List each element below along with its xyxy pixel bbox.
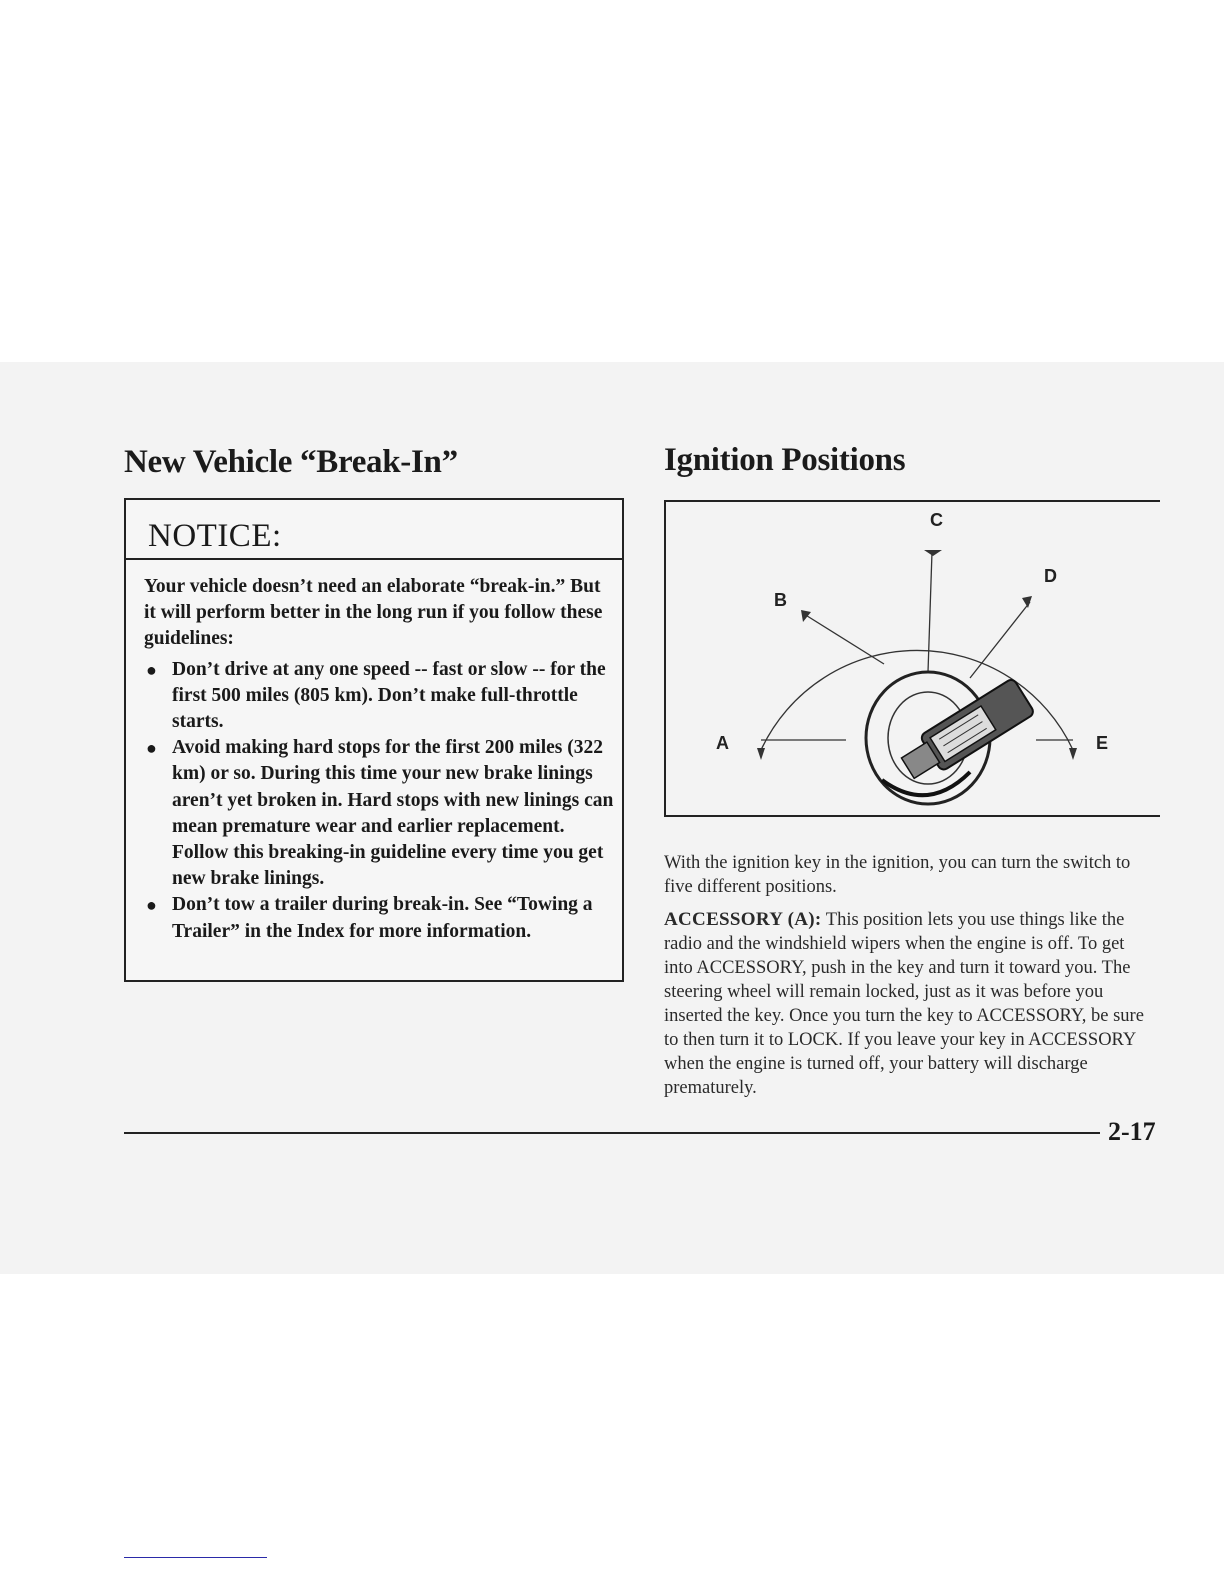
list-item-text: Don’t tow a trailer during break-in. See “Towing a Trailer” in the Index for more information. [172,894,593,942]
position-label-d: D [1044,566,1057,586]
list-item-text: Avoid making hard stops for the first 200 miles (322 km) or so. During this time your new brake linings aren’t yet broken in. Hard stops with new linings can mean premature wear and earlier replacement. Follow this breaking-in guideline every time you get new brake linings. [172,737,614,890]
arrow-a-icon [757,748,765,760]
accessory-paragraph [664,908,1154,1100]
ignition-positions-diagram [666,502,1160,814]
diagram-bottom-rule [664,815,1160,817]
ignition-intro-text: With the ignition key in the ignition, you can turn the switch to five different positions. [664,853,1131,897]
list-item [144,657,614,736]
accessory-term: ACCESSORY (A): [664,909,822,930]
position-line-b [804,614,884,664]
position-label-e: E [1096,733,1109,753]
arrow-e-icon [1069,748,1077,760]
notice-title: NOTICE: [148,518,282,554]
notice-body [144,574,614,945]
position-line-c [928,552,932,672]
arrow-b-icon [801,610,811,622]
footer-rule [124,1132,1100,1134]
bullet-icon: ● [146,738,157,759]
position-line-d [970,602,1030,678]
notice-divider [126,558,622,560]
list-item-text: Don’t drive at any one speed -- fast or slow -- for the first 500 miles (805 km). Don’t make full-throttle starts. [172,658,606,733]
list-item [144,735,614,892]
notice-list [144,657,614,945]
section-heading-break-in: New Vehicle “Break-In” [124,444,458,480]
notice-box [124,498,624,982]
position-label-a: A [716,733,729,753]
accessory-text: This position lets you use things like the radio and the windshield wipers when the engine is off. To get into ACCESSORY, push in the key and turn it toward you. The steering wheel will remain locked, just as it was before you inserted the key. Once you turn the key to ACCESSORY, be sure to then turn it to LOCK. If you leave your key in ACCESSORY when the engine is turned off, your battery will discharge prematurely. [664,910,1144,1098]
list-item [144,892,614,944]
position-label-c: C [930,510,943,530]
arrow-c-icon [924,550,942,556]
page-number: 2-17 [1108,1117,1156,1146]
bottom-rule [124,1557,267,1558]
arrow-d-icon [1022,596,1032,608]
bullet-icon: ● [146,895,157,916]
section-heading-ignition: Ignition Positions [664,442,906,478]
position-label-b: B [774,590,787,610]
notice-intro: Your vehicle doesn’t need an elaborate “break-in.” But it will perform better in the long run if you follow these guidelines: [144,576,603,650]
bullet-icon: ● [146,659,157,680]
